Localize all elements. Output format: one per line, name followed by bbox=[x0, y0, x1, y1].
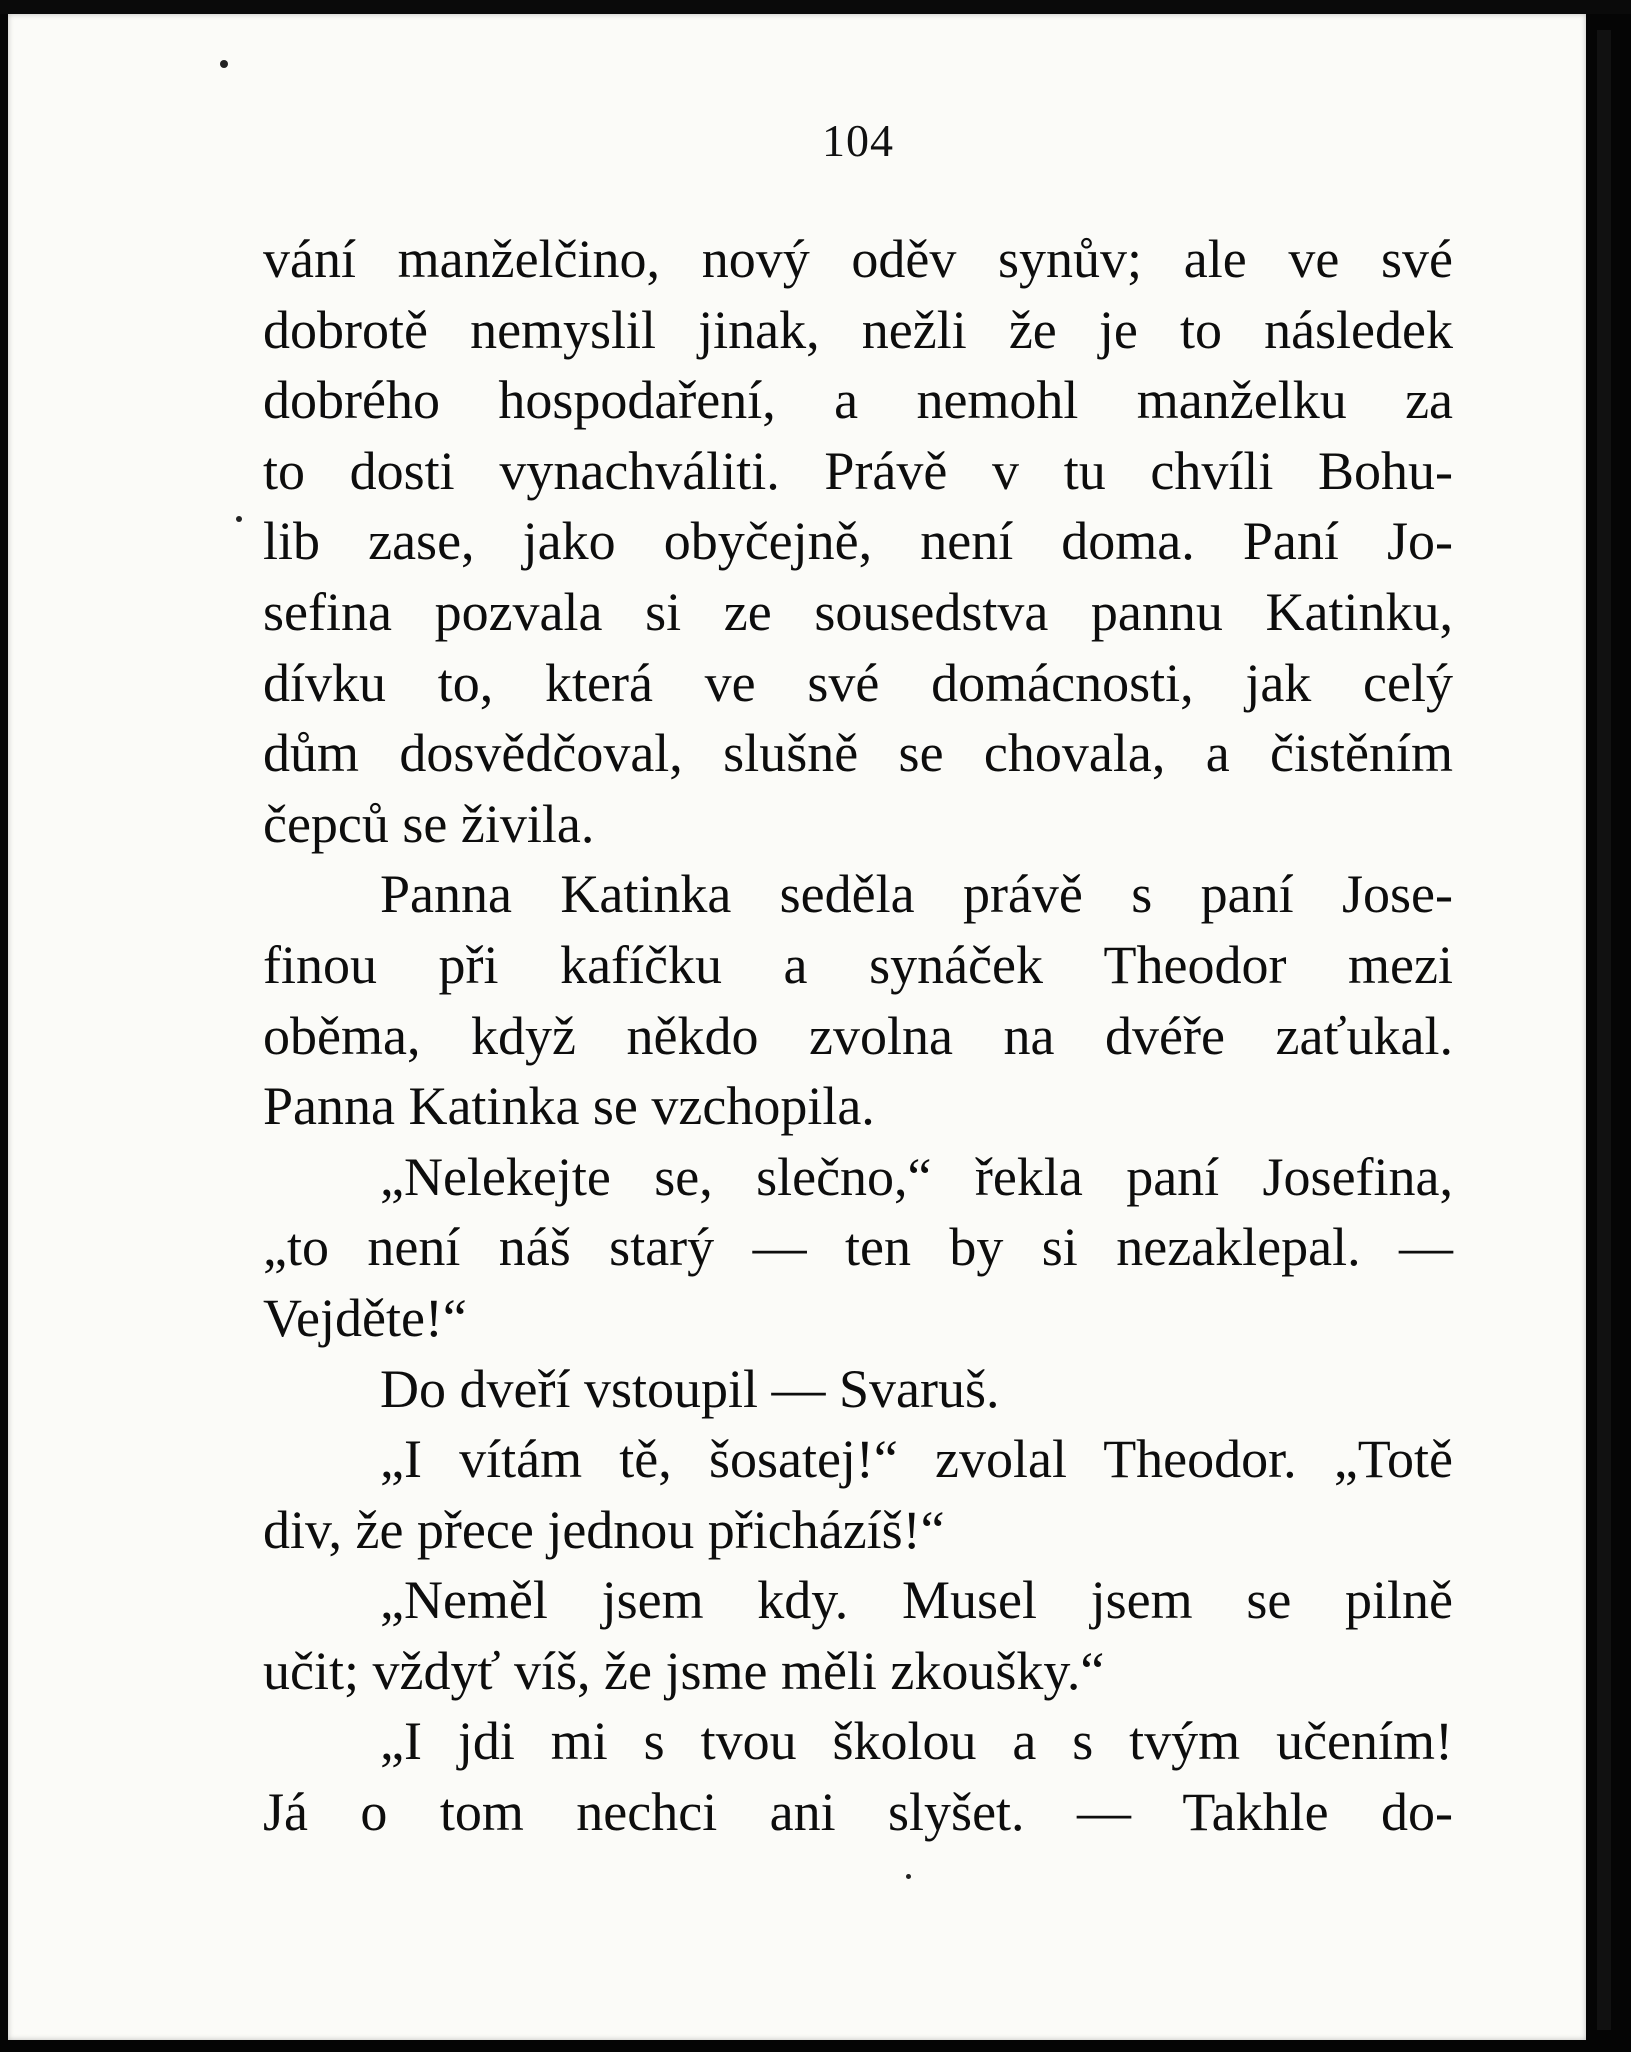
scan-right-edge bbox=[1597, 30, 1611, 2030]
body-text bbox=[263, 224, 1453, 1848]
text-line: „Nelekejte se, slečno,“ řekla paní Josefina, bbox=[380, 1146, 1453, 1207]
text-line: Panna Katinka se vzchopila. bbox=[263, 1076, 875, 1137]
text-line: Panna Katinka seděla právě s paní Jose- bbox=[380, 864, 1453, 925]
book-page bbox=[8, 14, 1586, 2040]
text-line: čepců se živila. bbox=[263, 793, 595, 854]
text-line: „I vítám tě, šosatej!“ zvolal Theodor. „Totě bbox=[380, 1429, 1453, 1490]
text-line: Já o tom nechci ani slyšet. — Takhle do- bbox=[263, 1782, 1453, 1843]
text-line: sefina pozvala si ze sousedstva pannu Katinku, bbox=[263, 581, 1453, 642]
text-line: to dosti vynachváliti. Právě v tu chvíli Bohu- bbox=[263, 440, 1453, 501]
text-line: finou při kafíčku a synáček Theodor mezi bbox=[263, 934, 1453, 995]
ink-speck bbox=[236, 516, 242, 522]
text-line: dobrotě nemyslil jinak, nežli že je to následek bbox=[263, 299, 1453, 360]
ink-speck bbox=[906, 1874, 911, 1879]
text-line: dívku to, která ve své domácnosti, jak celý bbox=[263, 652, 1453, 713]
text-line: „to není náš starý — ten by si nezaklepal. — bbox=[263, 1217, 1453, 1278]
page-number: 104 bbox=[822, 115, 894, 166]
text-line: „I jdi mi s tvou školou a s tvým učením! bbox=[380, 1711, 1453, 1772]
text-line: div, že přece jednou přicházíš!“ bbox=[263, 1499, 945, 1560]
text-line: učit; vždyť víš, že jsme měli zkoušky.“ bbox=[263, 1640, 1105, 1701]
text-line: vání manželčino, nový oděv synův; ale ve své bbox=[263, 229, 1453, 289]
text-line: Vejděte!“ bbox=[263, 1287, 467, 1348]
text-line: lib zase, jako obyčejně, není doma. Paní Jo- bbox=[263, 511, 1453, 572]
text-line: dům dosvědčoval, slušně se chovala, a čistěním bbox=[263, 723, 1453, 784]
text-line: oběma, když někdo zvolna na dvéře zaťukal. bbox=[263, 1005, 1453, 1066]
ink-speck bbox=[220, 60, 228, 68]
text-line: dobrého hospodaření, a nemohl manželku za bbox=[263, 370, 1453, 431]
text-line: Do dveří vstoupil — Svaruš. bbox=[380, 1358, 1000, 1419]
text-line: „Neměl jsem kdy. Musel jsem se pilně bbox=[380, 1570, 1453, 1631]
scan-top-edge bbox=[0, 0, 1631, 14]
